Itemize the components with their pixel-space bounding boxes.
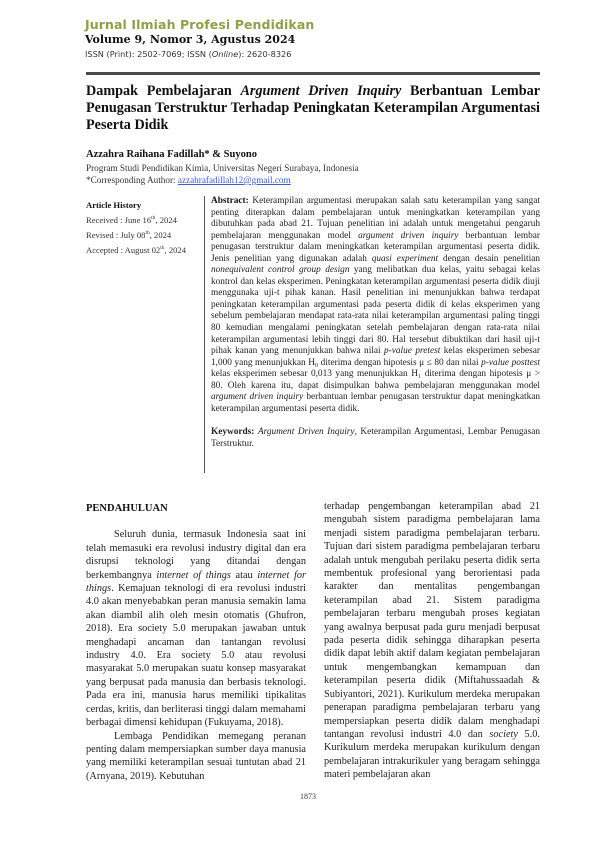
- body-column-left: [86, 502, 306, 783]
- abstract-italic: nonequivalent control group design: [211, 265, 350, 276]
- accepted-sup: th: [160, 245, 165, 252]
- body-segment: terhadap pengembangan keterampilan abad 21 mengubah sistem paradigma pembelajaran lama menjadi sistem paradigma pembelajaran terbaru. Tujuan dari sistem paradigma pembelajaran terbaru adalah untuk mengubah perilaku peserta didik serta membentuk profesional yang berorientasi pada karakter dan mentalitas pengembangan keterampilan abad 21. Sistem paradigma pembelajaran terbaru mengubah proses kegiatan yang awalnya berpusat pada guru menjadi berpusat pada peserta didik sehingga diharapkan peserta didik dapat lebih aktif dalam kegiatan pembelajaran untuk mengembangkan kemampuan dan keterampilan peserta didik (Miftahussaadah & Subiyantori, 2021). Kurikulum merdeka merupakan penerapan paradigma pembelajaran terbaru yang mempersiapkan peserta didik dalam menghadapi tantangan revolusi industri 4.0 dan: [324, 501, 540, 740]
- received-date: [86, 212, 206, 227]
- body-paragraph: Lembaga Pendidikan memegang peranan penting dalam mempersiapkan sumber daya manusia yang memiliki keterampilan sesuai tuntutan abad 21 (Arnyana, 2019). Kebutuhan: [86, 730, 306, 782]
- body-segment: 5.0. Kurikulum merdeka merupakan kurikulum dengan pembelajaran intrakurikuler yang beragam sehingga materi pembelajaran akan: [324, 728, 540, 781]
- body-segment: Seluruh dunia, termasuk Indonesia saat ini telah memasuki era revolusi industry digital dan era disrupsi teknologi yang ditandai dengan berkembangnya: [86, 529, 306, 581]
- revised-date: [86, 227, 206, 242]
- keywords-italic: Argument Driven Inquiry: [257, 427, 355, 438]
- abstract-segment: berbantuan lembar penugasan terstruktur dalam meningkatkan keterampilan argumentasi peserta didik. Jenis penelitian yang digunakan adalah: [211, 230, 540, 264]
- keywords-label: Keywords:: [211, 427, 255, 438]
- keywords: [211, 427, 540, 450]
- abstract-italic: p-value posttest: [481, 357, 540, 368]
- article-history: [86, 199, 206, 257]
- abstract-text: [211, 196, 540, 415]
- abstract-label: Abstract:: [211, 196, 249, 206]
- abstract-segment: kelas eksperimen sebesar 0,013 yang menunjukkan H₁ diterima dengan hipotesis μ > 80. Oleh karena itu, dapat disimpulkan bahwa pembelajaran menggunakan model: [211, 369, 540, 391]
- article-history-heading: Article History: [86, 200, 142, 210]
- body-segment: . Kemajuan teknologi di era revolusi industri 4.0 akan menyebabkan peran manusia semakin lama akan diambil alih oleh mesin otomatis (Ghufron, 2018). Era society 5.0 merupakan jawaban untuk menghadapi ancaman dan tantangan revolusi industry 4.0. Era society 5.0 atau revolusi masyarakat 5.0 merupakan suatu konsep masyarakat yang berpusat pada manusia dan berbasis teknologi. Pada era ini, manusia harus memiliki tipikalitas cerdas, kritis, dan berliterasi tinggi dalam memahami berbagai dimensi kehidupan (Fukuyama, 2018).: [86, 583, 306, 729]
- author-affiliation: Program Studi Pendidikan Kimia, Universitas Negeri Surabaya, Indonesia: [86, 163, 359, 173]
- title-italic: Argument Driven Inquiry: [240, 83, 402, 99]
- abstract-italic: p-value pretest: [384, 346, 441, 357]
- author-email-link[interactable]: azzahrafadillah12@gmail.com: [177, 175, 291, 185]
- abstract-italic: argument driven inquiry: [211, 392, 304, 403]
- author-names: Azzahra Raihana Fadillah* & Suyono: [86, 149, 257, 160]
- abstract-italic: argument driven inquiry: [358, 230, 459, 241]
- abstract-segment: Keterampilan argumentasi merupakan salah satu keterampilan yang sangat penting diterapkan dalam pembelajaran untuk meningkatkan keterampilan yang dibutuhkan pada abad 21. Tujuan penelitian ini adalah untuk mengetahui pengaruh pembelajaran menggunakan model: [211, 196, 540, 241]
- header-divider: [86, 72, 540, 75]
- issn-print: ISSN (Print): 2502-7069; ISSN (: [85, 49, 212, 59]
- revised-sup: th: [145, 230, 150, 237]
- corresponding-label: *Corresponding Author:: [86, 175, 178, 185]
- abstract-segment: dengan desain penelitian: [438, 253, 540, 264]
- journal-issn: [85, 49, 291, 59]
- abstract-segment: yang melibatkan dua kelas, yaitu sebagai kelas kontrol dan kelas eksperimen. Peningkatan keterampilan argumentasi peserta didik diuji menggunaka uji-t pihak kanan. Hasil penelitian ini menunjukkan bahwa terdapat peningkatan keterampilan argumentasi pada peserta didik di kelas eksperimen yang sebelum pembelajaran mendapat rata-rata nilai keterampilan argumentasi paling tinggi 80 kemudian mengalami peningkatan setelah pembelajaran dengan rata-rata nilai keterampilan argumentasi lebih tinggi dari 80. Hal tersebut dibuktikan dari hasil uji-t pihak kanan yang menunjukkan bahwa nilai: [211, 265, 540, 357]
- title-part-2: Berbantuan Lembar Penugasan Terstruktur Terhadap Peningkatan Keterampilan Argumentasi Peserta Didik: [86, 83, 540, 133]
- abstract-italic: quasi experiment: [371, 253, 439, 264]
- keywords-rest: , Keterampilan Argumentasi, Lembar Penugasan Terstruktur.: [211, 427, 541, 449]
- body-paragraph: [86, 528, 306, 729]
- body-italic: internet for things: [86, 569, 306, 595]
- issn-online-word: Online: [211, 49, 239, 59]
- paper-title: [86, 83, 540, 134]
- abstract-segment: kelas eksperimen sebesar 1,000 yang menunjukkan H₀ diterima dengan hipotesis μ ≤ 80 dan nilai: [211, 346, 540, 368]
- revised-label: Revised : July 08: [86, 230, 146, 241]
- abstract-segment: berbantuan lembar penugasan terstruktur dapat meningkatkan keterampilan argumentasi peserta didik.: [211, 392, 540, 414]
- received-sup: th: [151, 215, 156, 222]
- journal-volume: Volume 9, Nomor 3, Agustus 2024: [85, 33, 296, 46]
- journal-name: Jurnal Ilmiah Profesi Pendidikan: [85, 17, 315, 32]
- section-heading-pendahuluan: PENDAHULUAN: [86, 503, 168, 514]
- accepted-label: Accepted : August 02: [86, 245, 161, 256]
- accepted-year: , 2024: [164, 245, 186, 256]
- abstract-box: [204, 196, 540, 473]
- issn-online-number: ): 2620-8326: [238, 49, 292, 59]
- body-italic: society: [489, 728, 518, 740]
- revised-year: , 2024: [149, 230, 172, 241]
- received-label: Received : June 16: [86, 215, 152, 226]
- body-paragraph: [324, 500, 540, 782]
- title-part-1: Dampak Pembelajaran: [86, 83, 241, 99]
- corresponding-author: [86, 175, 291, 185]
- accepted-date: [86, 242, 206, 257]
- received-year: , 2024: [155, 215, 177, 226]
- body-italic: internet of things: [156, 569, 231, 581]
- body-column-right: [324, 500, 540, 782]
- body-segment: atau: [230, 569, 258, 581]
- page-number: 1873: [300, 792, 316, 801]
